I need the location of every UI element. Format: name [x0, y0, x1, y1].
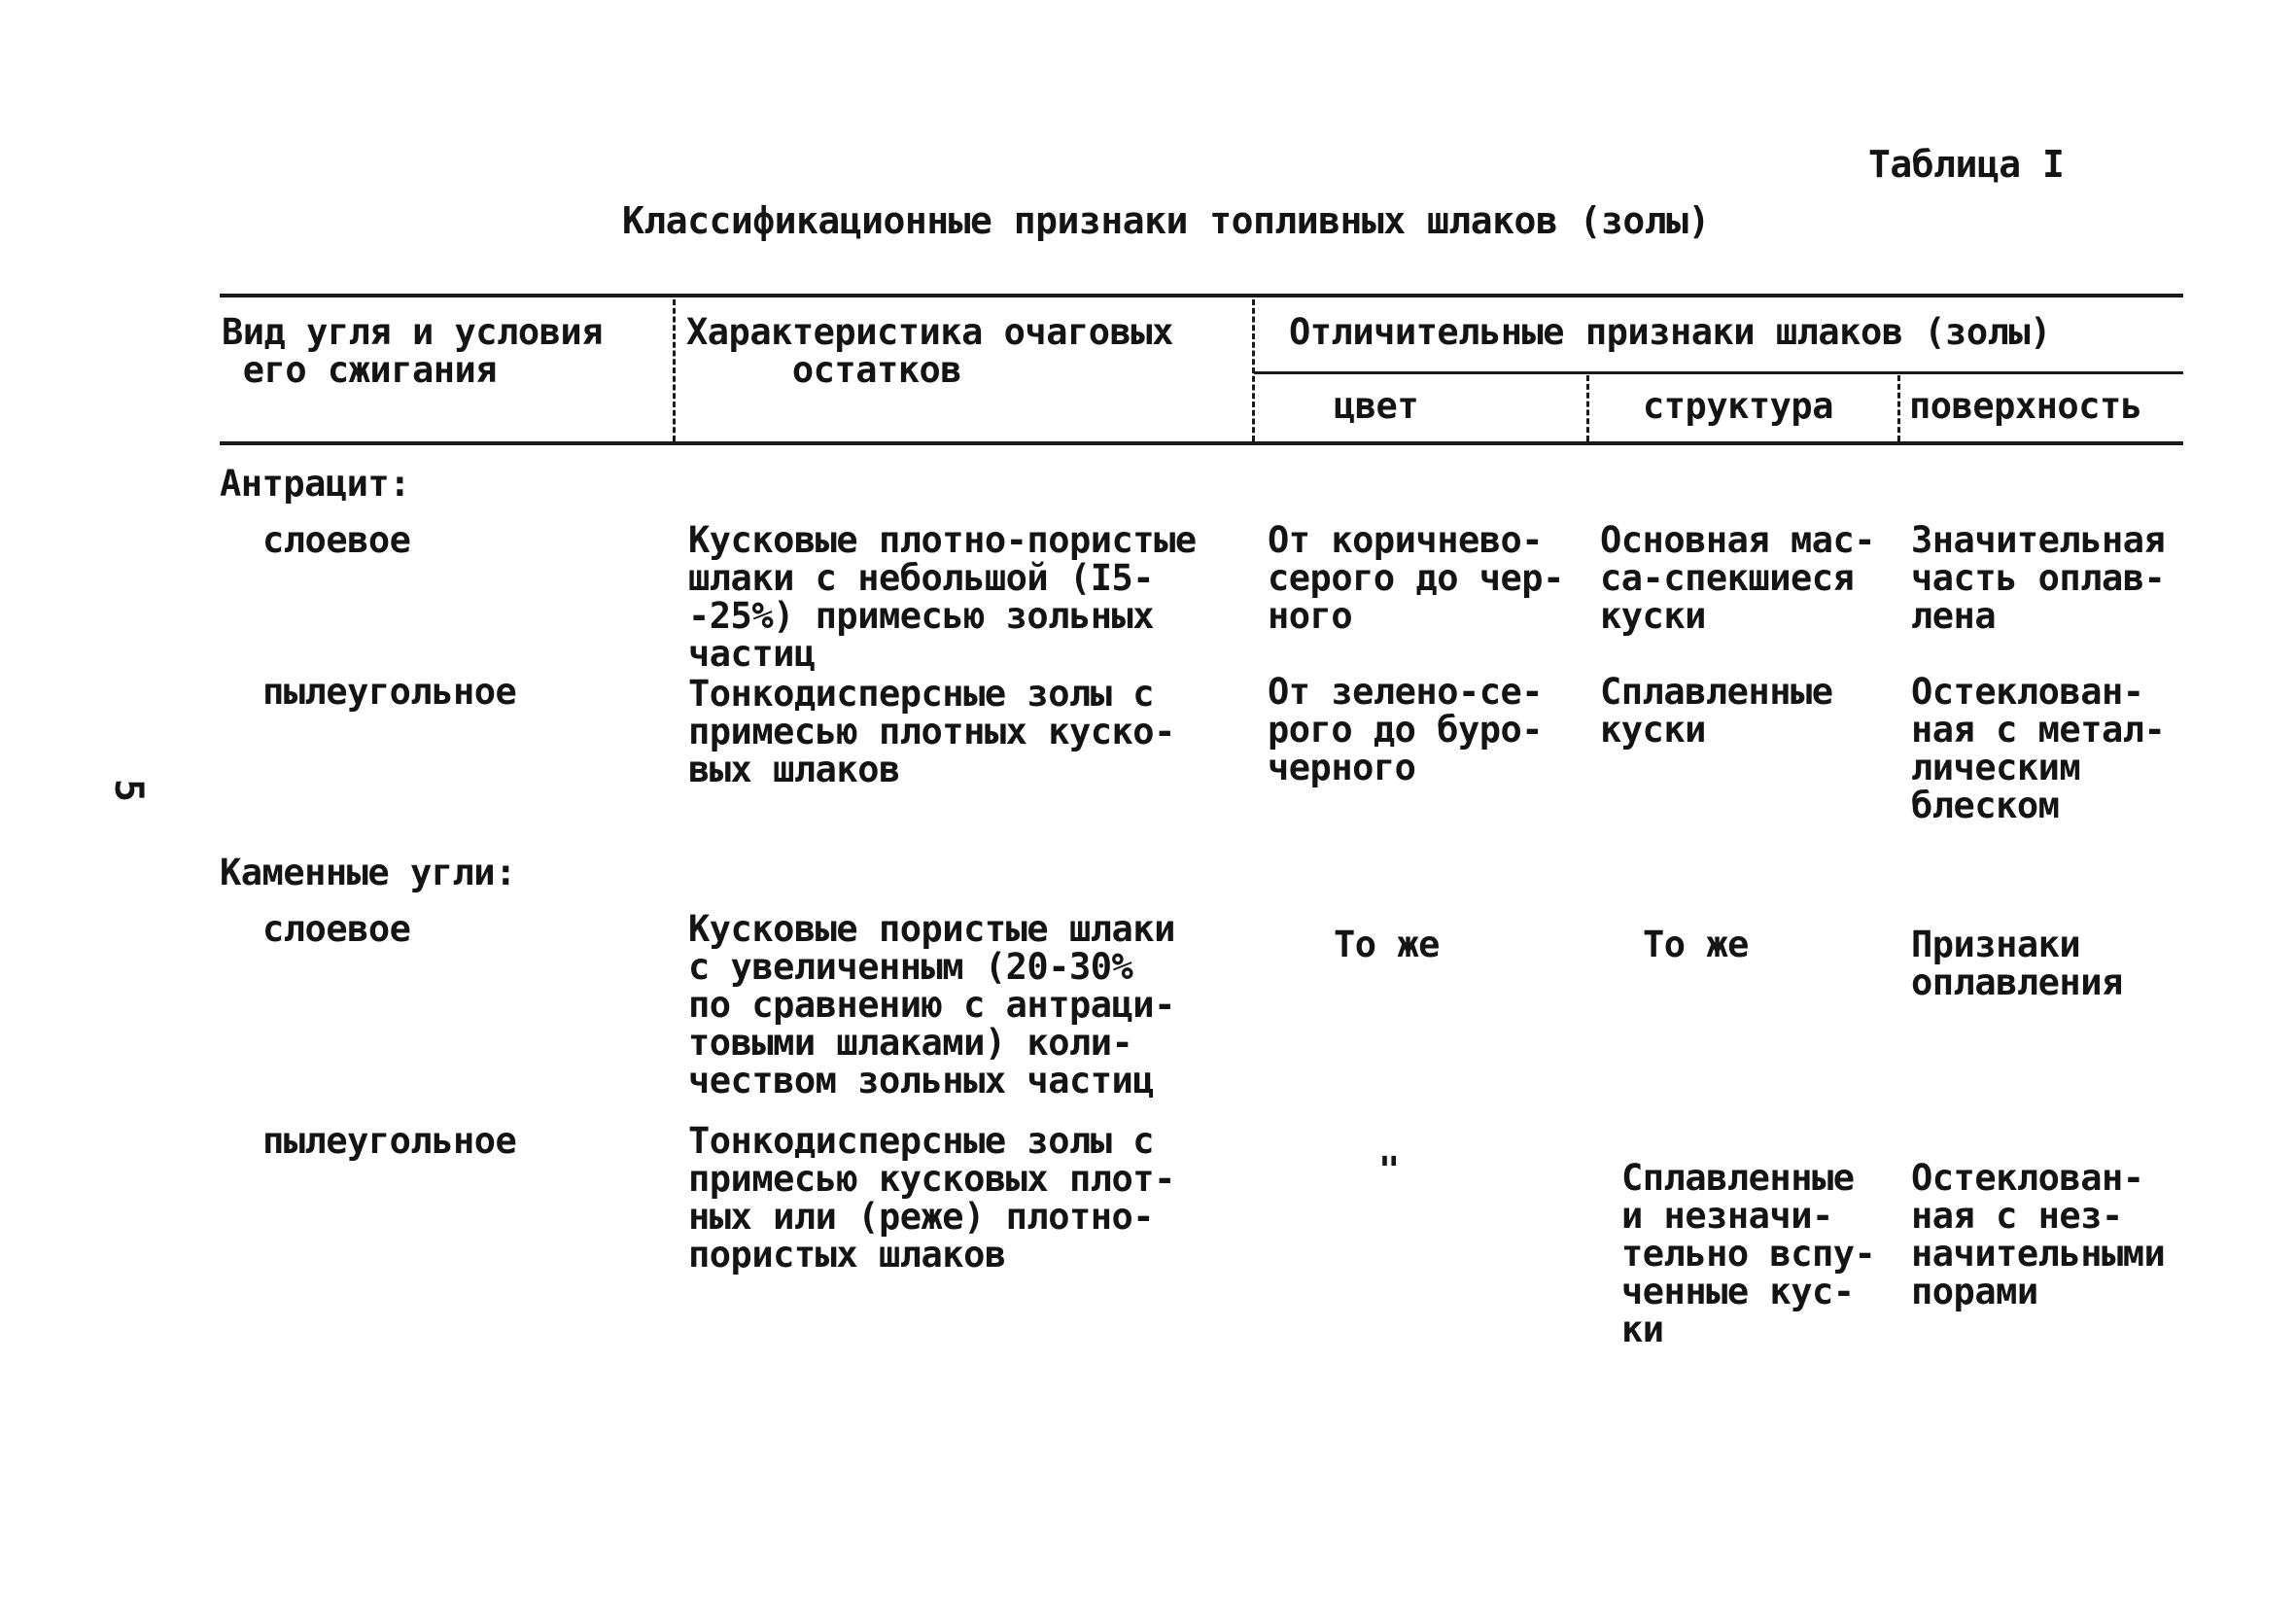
row-surface: Остеклован- ная с метал- лическим блеском: [1911, 671, 2166, 826]
section-title-hard-coal: Каменные угли:: [220, 852, 516, 893]
row-color: От коричнево- серого до чер- ного: [1268, 519, 1564, 637]
page-number: 5: [106, 778, 152, 803]
row-color: ": [1378, 1149, 1400, 1191]
row-surface: Признаки оплавления: [1911, 924, 2123, 1003]
header-surface: поверхность: [1909, 385, 2142, 427]
row-color: То же: [1334, 924, 1440, 965]
row-surface: Значительная часть оплав- лена: [1911, 519, 2166, 637]
row-method: слоевое: [262, 519, 411, 561]
row-method: пылеугольное: [262, 671, 517, 713]
row-structure: То же: [1643, 924, 1749, 965]
header-bottom-rule: [220, 441, 2183, 445]
header-divider-4: [1897, 375, 1900, 441]
header-structure: структура: [1643, 385, 1833, 427]
table-top-rule: [220, 294, 2183, 297]
table-label: Таблица I: [1868, 143, 2065, 186]
header-residue-characteristic: Характеристика очаговых остатков: [686, 311, 1173, 391]
row-characteristic: Кусковые плотно-пористые шлаки с небольшой (I5- -25%) примесью зольных частиц: [688, 519, 1197, 675]
row-characteristic: Тонкодисперсные золы с примесью кусковых плот- ных или (реже) плотно- пористых шлаков: [688, 1120, 1175, 1276]
row-structure: Сплавленные и незначи- тельно вспу- ченные кус- ки: [1621, 1157, 1876, 1350]
header-divider-2: [1252, 299, 1255, 441]
header-coal-type: Вид угля и условия его сжигания: [222, 311, 603, 391]
header-distinctive-features: Отличительные признаки шлаков (золы): [1289, 311, 2051, 353]
header-color: цвет: [1334, 385, 1419, 427]
header-divider-3: [1586, 375, 1589, 441]
row-method: пылеугольное: [262, 1120, 517, 1162]
row-characteristic: Тонкодисперсные золы с примесью плотных куско- вых шлаков: [688, 673, 1175, 790]
header-divider-1: [673, 299, 676, 441]
header-group-rule: [1254, 371, 2183, 374]
row-method: слоевое: [262, 908, 411, 950]
table-title: Классификационные признаки топливных шлаков (золы): [622, 199, 1710, 242]
row-characteristic: Кусковые пористые шлаки с увеличенным (20-30% по сравнению с антраци- товыми шлаками) коли- чеством зольных частиц: [688, 908, 1175, 1101]
row-surface: Остеклован- ная с нез- начительными порами: [1911, 1157, 2166, 1312]
row-color: От зелено-се- рого до буро- черного: [1268, 671, 1544, 788]
section-title-anthracite: Антрацит:: [220, 463, 410, 505]
row-structure: Сплавленные куски: [1600, 671, 1833, 751]
row-structure: Основная мас- са-спекшиеся куски: [1600, 519, 1876, 637]
